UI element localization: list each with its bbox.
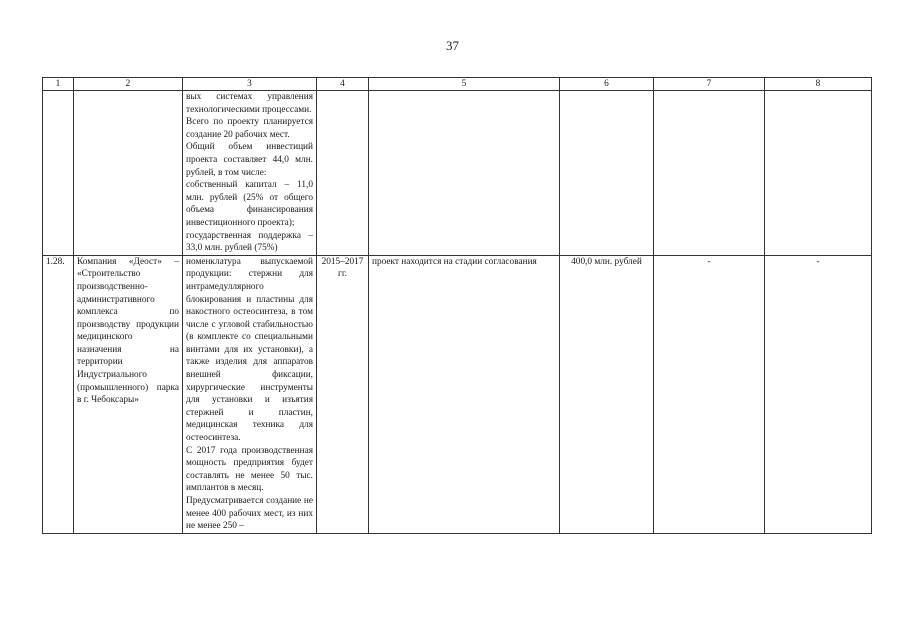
- period-cell: 2015–2017 гг.: [317, 255, 369, 533]
- description-cell: [183, 91, 317, 256]
- projects-table: [42, 77, 872, 534]
- status-cell: [369, 91, 560, 256]
- row-number: [43, 91, 74, 256]
- description-paragraph: Общий объем инвестиций проекта составляет 44,0 млн. рублей, в том числе:: [186, 142, 313, 178]
- column-header: 7: [654, 78, 765, 91]
- description-paragraph: Предусматривается создание не менее 400 рабочих мест, из них не менее 250 –: [186, 496, 313, 532]
- column-header: 3: [183, 78, 317, 91]
- col7-cell: [654, 91, 765, 256]
- description-paragraph: С 2017 года производственная мощность предприятия будет составлять не менее 50 тыс. имплантов в месяц.: [186, 445, 313, 494]
- col7-cell: -: [654, 255, 765, 533]
- row-number: 1.28.: [43, 255, 74, 533]
- col8-cell: [765, 91, 872, 256]
- status-cell: проект находится на стадии согласования: [369, 255, 560, 533]
- description-paragraph: вых системах управления технологическими процессами.: [186, 92, 313, 115]
- amount-cell: 400,0 млн. рублей: [560, 255, 654, 533]
- company-text: Компания «Деост» – «Строительство производственно-административного комплекса по производству продукции медицинского назначения на территории Индустриального (промышленного) парка в г. Чебоксары»: [77, 256, 179, 406]
- column-header: 5: [369, 78, 560, 91]
- company-cell: [74, 255, 183, 533]
- col8-cell: -: [765, 255, 872, 533]
- company-cell: [74, 91, 183, 256]
- column-header: 8: [765, 78, 872, 91]
- description-paragraph: государственная поддержка – 33,0 млн. рублей (75%): [186, 230, 313, 254]
- table-row: [43, 255, 872, 533]
- column-header: 6: [560, 78, 654, 91]
- period-cell: [317, 91, 369, 256]
- description-paragraph: собственный капитал – 11,0 млн. рублей (25% от общего объема финансирования инвестиционного проекта);: [186, 180, 313, 228]
- page-number: 37: [446, 38, 459, 53]
- column-header: 2: [74, 78, 183, 91]
- column-header: 1: [43, 78, 74, 91]
- amount-cell: [560, 91, 654, 256]
- description-cell: [183, 255, 317, 533]
- description-paragraph: Всего по проекту планируется создание 20 рабочих мест.: [186, 117, 313, 140]
- description-paragraph: номенклатура выпускаемой продукции: стержни для интрамедуллярного блокирования и пластины для накостного остеосинтеза, в том числе с угловой стабильностью (в комплекте со специальными винтами для их установки), а также изделия для аппаратов внешней фиксации, хирургические инструменты для установки и изъятия стержней и пластин, медицинская техника для остеосинтеза.: [186, 256, 313, 444]
- column-header: 4: [317, 78, 369, 91]
- table-row: [43, 91, 872, 256]
- header-row: [43, 78, 872, 91]
